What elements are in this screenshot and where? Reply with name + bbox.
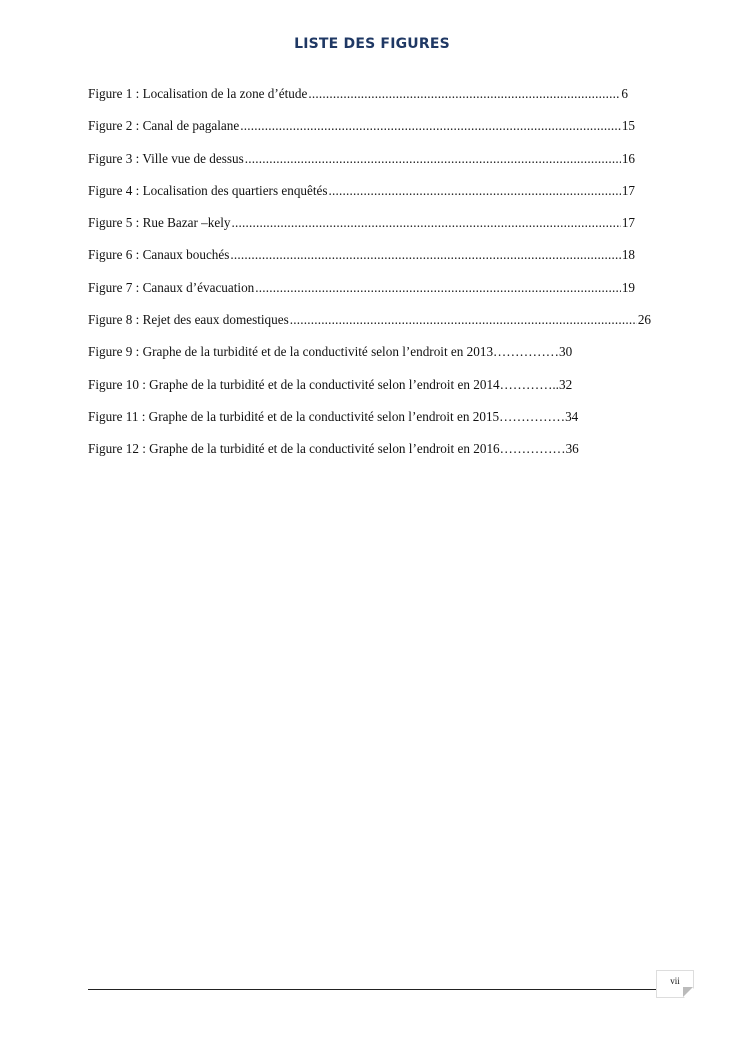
list-item[interactable] [88,183,635,215]
entry-page: 6 [621,86,628,101]
page-curl-shadow [683,987,693,997]
dot-leader [255,280,621,296]
page-number: vii [670,976,680,986]
entry-label: Figure 8 : Rejet des eaux domestiques [88,312,289,328]
list-item[interactable] [88,377,651,409]
dot-leader [240,118,621,134]
dot-leader [329,183,621,199]
entry-label: Figure 7 : Canaux d’évacuation [88,279,255,295]
list-item[interactable] [88,151,635,183]
entry-page: 18 [621,247,635,263]
entry-page: 26 [637,312,651,328]
entry-page: 19 [621,279,635,295]
page-number-box [656,970,694,998]
footer-divider [88,989,658,990]
entry-label: Figure 2 : Canal de pagalane [88,118,240,134]
dot-leader [290,312,637,328]
dot-leader [230,247,620,263]
entry-page: 16 [621,150,635,166]
figure-list [88,86,651,474]
list-item[interactable] [88,312,651,344]
page-title: LISTE DES FIGURES [294,36,450,52]
entry-label: Figure 3 : Ville vue de dessus [88,150,244,166]
dot-leader [231,215,620,231]
list-item[interactable] [88,280,635,312]
entry-page: 15 [621,118,635,134]
entry-label: Figure 1 : Localisation de la zone d’étude [88,86,308,101]
entry-label: Figure 6 : Canaux bouchés [88,247,230,263]
dot-leader [245,151,621,167]
list-item[interactable] [88,118,635,150]
list-item[interactable] [88,409,651,441]
dot-leader [308,86,620,102]
entry-label: Figure 11 : Graphe de la turbidité et de la conductivité selon l’endroit en 2015……………34 [88,408,579,424]
entry-page: 17 [621,215,635,231]
entry-page: 17 [621,182,635,198]
list-item[interactable] [88,215,635,247]
entry-label: Figure 10 : Graphe de la turbidité et de la conductivité selon l’endroit en 2014…………..32 [88,376,573,392]
entry-label: Figure 9 : Graphe de la turbidité et de la conductivité selon l’endroit en 2013……………30 [88,344,573,360]
list-item[interactable] [88,344,651,376]
list-item[interactable] [88,86,628,118]
entry-label: Figure 4 : Localisation des quartiers enquêtés [88,182,328,198]
list-item[interactable] [88,247,635,279]
list-item[interactable] [88,441,651,473]
entry-label: Figure 5 : Rue Bazar –kely [88,215,231,231]
entry-label: Figure 12 : Graphe de la turbidité et de la conductivité selon l’endroit en 2016……………36 [88,441,579,457]
